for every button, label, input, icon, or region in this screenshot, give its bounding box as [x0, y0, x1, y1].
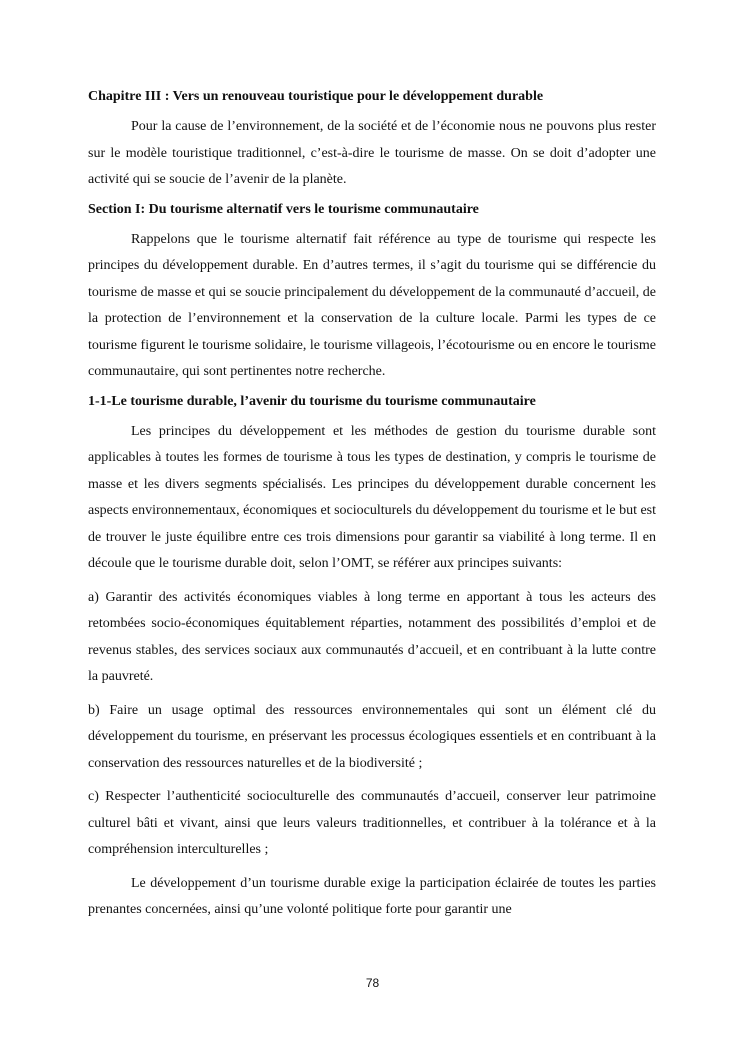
principle-c: c) Respecter l’authenticité socioculturelle des communautés d’accueil, conserver leur patrimoine culturel bâti et vivant, ainsi que leurs valeurs traditionnelles, et contribuer à la tolérance et à la compréhension interculturelles ;: [88, 789, 656, 857]
chapter-intro-paragraph: Pour la cause de l’environnement, de la société et de l’économie nous ne pouvons plus rester sur le modèle touristique traditionnel, c’est-à-dire le tourisme de masse. On se doit d’adopter une activité qui se soucie de l’avenir de la planète.: [88, 119, 656, 187]
subsection-title: 1-1-Le tourisme durable, l’avenir du tourisme du tourisme communautaire: [88, 393, 536, 409]
closing-paragraph: Le développement d’un tourisme durable exige la participation éclairée de toutes les parties prenantes concernées, ainsi qu’une volonté politique forte pour garantir une: [88, 875, 656, 917]
principle-b: b) Faire un usage optimal des ressources environnementales qui sont un élément clé du développement du tourisme, en préservant les processus écologiques essentiels et en contribuant à la conservation des ressources naturelles et de la biodiversité ;: [88, 702, 656, 771]
document-page: [88, 88, 656, 931]
subsection-paragraph: Les principes du développement et les méthodes de gestion du tourisme durable sont applicables à toutes les formes de tourisme à tous les types de destination, y compris le tourisme de masse et les divers segments spécialisés. Les principes du développement durable concernent les aspects environnementaux, économiques et socioculturels du développement du tourisme et le but est de trouver le juste équilibre entre ces trois dimensions pour garantir sa viabilité à long terme. Il en découle que le tourisme durable doit, selon l’OMT, se référer aux principes suivants:: [88, 423, 657, 571]
section-title: Section I: Du tourisme alternatif vers le tourisme communautaire: [88, 201, 479, 217]
chapter-title: Chapitre III : Vers un renouveau touristique pour le développement durable: [88, 89, 544, 104]
page-number: 78: [365, 976, 380, 990]
section-paragraph: Rappelons que le tourisme alternatif fait référence au type de tourisme qui respecte les principes du développement durable. En d’autres termes, il s’agit du tourisme qui se différencie du tourisme de masse et qui se soucie principalement du développement de la communauté d’accueil, de la protection de l’environnement et la conservation de la culture locale. Parmi les types de ce tourisme figurent le tourisme solidaire, le tourisme villageois, l’écotourisme ou en encore le tourisme communautaire, qui sont pertinentes notre recherche.: [88, 231, 656, 379]
principle-a: a) Garantir des activités économiques viables à long terme en apportant à tous les acteurs des retombées socio-économiques équitablement réparties, notamment des possibilités d’emploi et de revenus stables, des services sociaux aux communautés d’accueil, et en contribuant à la lutte contre la pauvreté.: [88, 589, 656, 684]
